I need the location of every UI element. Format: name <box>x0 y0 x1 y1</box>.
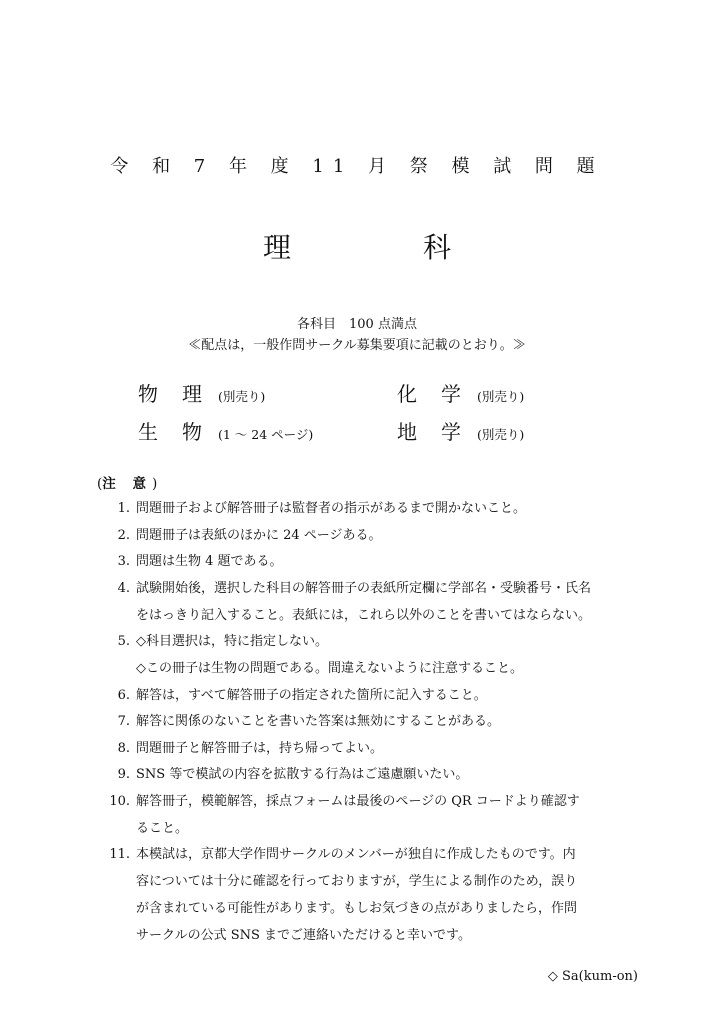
note-text: SNS 等で模試の内容を拡散する行為はご遠慮願いたい。 <box>136 767 469 782</box>
note-item <box>0 526 714 546</box>
note-text: 解答冊子，模範解答，採点フォームは最後のページの QR コードより確認す <box>136 793 580 809</box>
note-text: 試験開始後，選択した科目の解答冊子の表紙所定欄に学部名・受験番号・氏名 <box>136 580 592 596</box>
note-number: 11. <box>109 847 130 862</box>
note-text: 問題冊子および解答冊子は監督者の指示があるまで開かないこと。 <box>136 501 527 516</box>
note-item <box>0 712 714 732</box>
note-item <box>0 765 714 785</box>
note-text: 解答は，すべて解答冊子の指定された箇所に記入すること。 <box>136 687 487 703</box>
note-text: をはっきり記入すること。表紙には，これら以外のことを書いてはならない。 <box>136 607 592 623</box>
note-text: ◇科目選択は，特に指定しない。 <box>136 634 328 649</box>
subject-biology <box>138 416 313 445</box>
author-signature: ◇ Sa(kum-on) <box>547 969 638 984</box>
note-number: 10. <box>109 793 130 809</box>
notes-heading-open: ( <box>97 476 103 492</box>
note-text: サークルの公式 SNS までご連絡いただけると幸いです。 <box>136 928 472 943</box>
subject-name: 生物 <box>138 420 226 444</box>
note-item <box>0 552 714 572</box>
note-item <box>0 499 714 519</box>
note-text: 問題冊子は表紙のほかに 24 ページある。 <box>136 527 382 543</box>
note-number: 3. <box>117 554 130 569</box>
subject-name: 物理 <box>138 382 226 406</box>
notes-heading <box>97 472 157 492</box>
subject-note: (別売り) <box>218 389 266 404</box>
note-text: 容については十分に確認を行っておりますが，学生による制作のため，誤り <box>136 874 578 889</box>
subject-note: (別売り) <box>477 427 525 442</box>
score-line: 各科目 100 点満点 <box>297 317 417 332</box>
subject-name: 地学 <box>397 420 485 444</box>
subject-list <box>138 378 578 448</box>
note-text: 本模試は，京都大学作問サークルのメンバーが独自に作成したものです。内 <box>136 847 576 862</box>
subject-earth-science <box>397 416 524 445</box>
subject-note: (1 ～ 24 ページ) <box>218 427 314 442</box>
note-number: 7. <box>117 714 130 729</box>
note-item <box>0 792 714 839</box>
note-item <box>0 739 714 759</box>
subject-note: (別売り) <box>477 389 525 404</box>
note-item <box>0 686 714 706</box>
subject-title <box>0 226 714 266</box>
note-text: 問題冊子と解答冊子は，持ち帰ってよい。 <box>136 740 384 756</box>
subject-physics <box>138 378 265 407</box>
note-text: 解答に関係のないことを書いた答案は無効にすることがある。 <box>136 714 501 729</box>
note-text: 問題は生物 4 題である。 <box>136 554 283 569</box>
note-number: 1. <box>117 501 130 516</box>
note-item <box>0 632 714 679</box>
notes-heading-text: 注 意 <box>102 476 152 492</box>
notes-heading-close: ) <box>151 476 158 492</box>
note-item <box>0 845 714 946</box>
note-number: 8. <box>117 740 130 756</box>
exam-title: 令 和 7 年 度 11 月 祭 模 試 問 題 <box>110 156 604 177</box>
note-item <box>0 579 714 626</box>
note-number: 6. <box>117 687 130 703</box>
notes-list <box>0 499 714 953</box>
note-text: ◇この冊子は生物の問題である。間違えないように注意すること。 <box>136 661 523 676</box>
score-note: ≪配点は，一般作問サークル募集要項に記載のとおり。≫ <box>188 338 526 353</box>
note-number: 9. <box>117 767 130 782</box>
note-number: 4. <box>117 580 130 596</box>
subject-name: 化学 <box>397 382 485 406</box>
note-number: 5. <box>117 634 130 649</box>
note-text: が含まれている可能性があります。もしお気づきの点がありましたら，作問 <box>136 901 577 916</box>
subject-chemistry <box>397 378 524 407</box>
note-text: ること。 <box>136 820 189 836</box>
note-number: 2. <box>117 527 130 543</box>
subject-title-right: 科 <box>423 231 452 264</box>
subject-title-left: 理 <box>262 231 291 264</box>
